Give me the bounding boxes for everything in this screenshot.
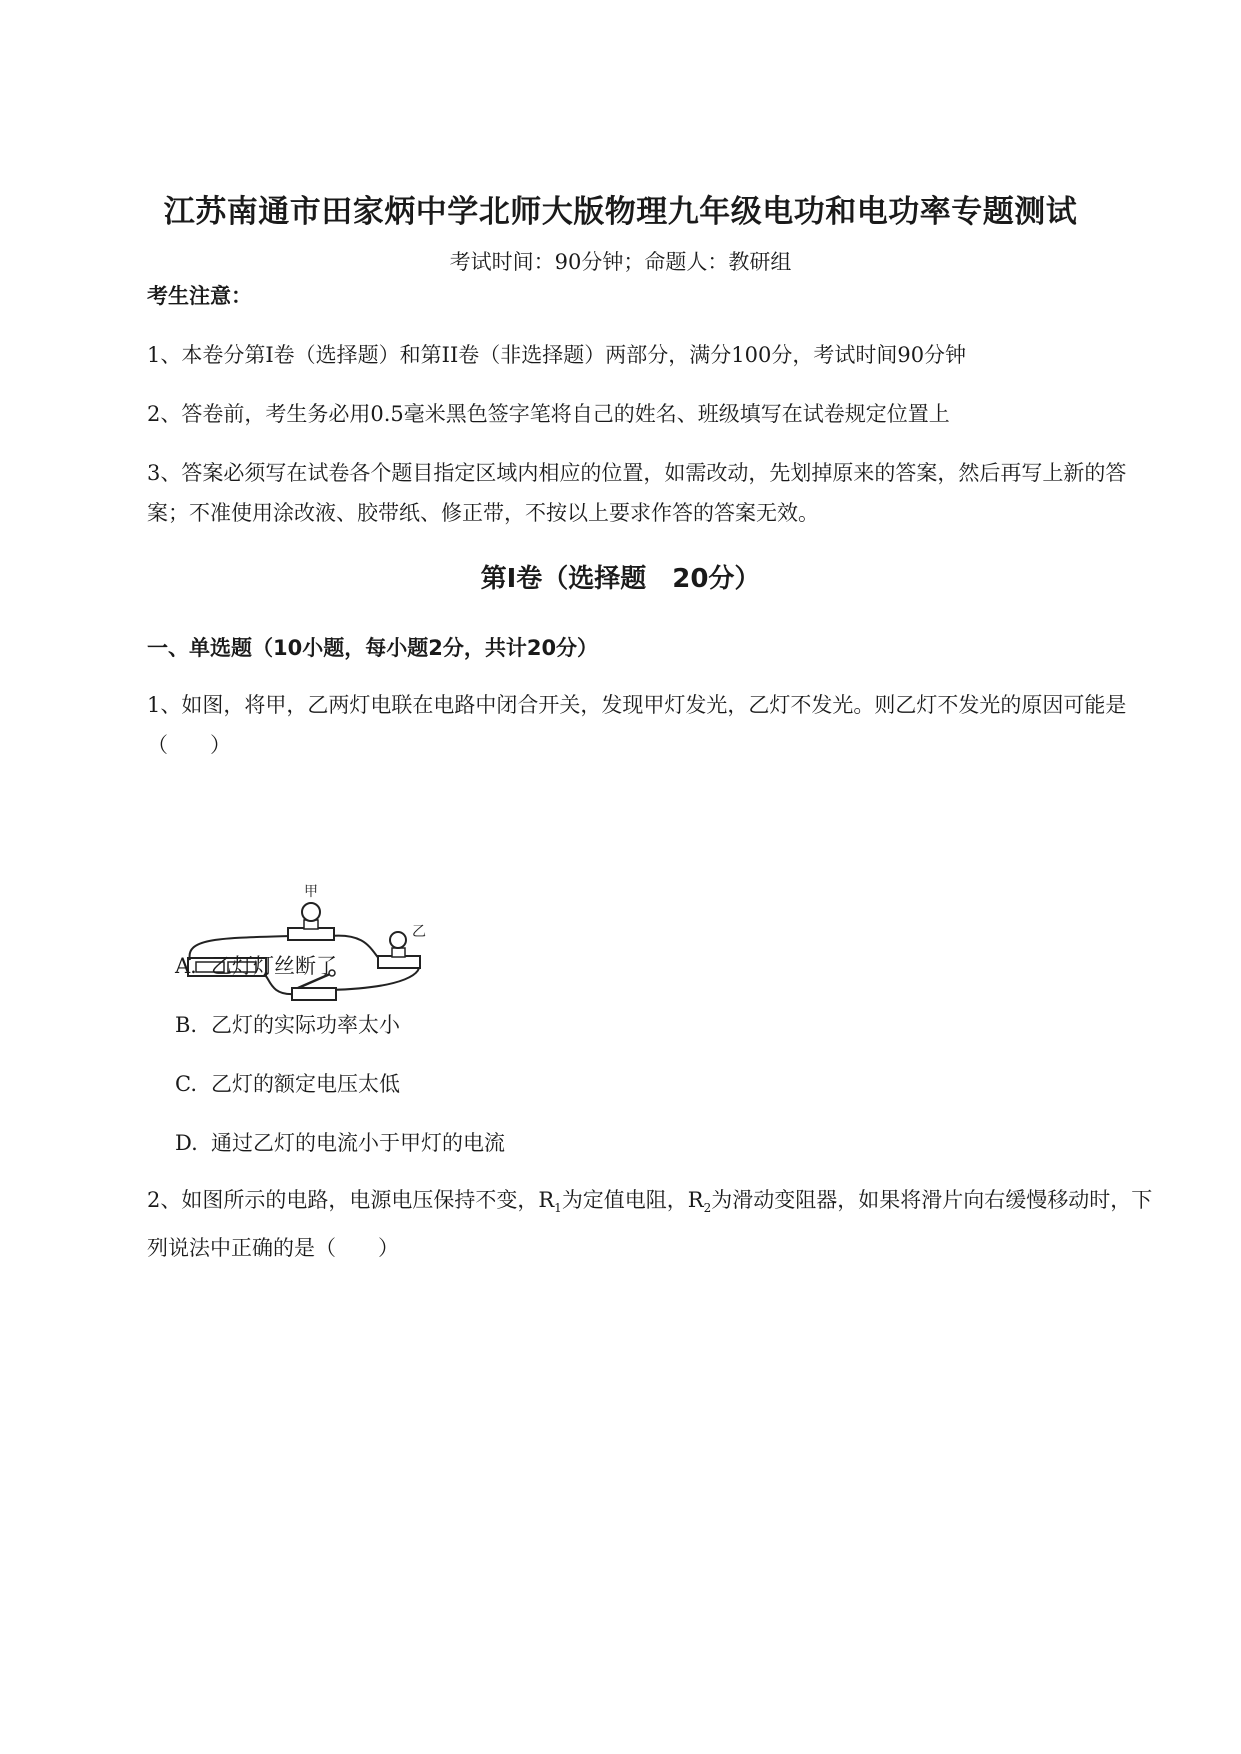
note-item-3: 3、答案必须写在试卷各个题目指定区域内相应的位置，如需改动，先划掉原来的答案，然后再写上新的答案；不准使用涂改液、胶带纸、修正带，不按以上要求作答的答案无效。 [147,461,1127,525]
wire [330,936,380,960]
note-item-2: 2、答卷前，考生务必用0.5毫米黑色签字笔将自己的姓名、班级填写在试卷规定位置上 [147,402,950,426]
option-text: 乙灯的额定电压太低 [211,1072,400,1096]
section-title: 第I卷（选择题 20分） [480,564,761,594]
option-letter: C. [175,1072,197,1096]
option-letter: A. [175,954,197,978]
subscript: 2 [703,1201,712,1216]
exam-info: 考试时间：90分钟；命题人：教研组 [449,250,792,274]
question-2-stem [147,1180,1157,1268]
lamp-base-yi [378,956,420,968]
option-letter: D. [175,1131,198,1155]
part-heading: 一、单选题（10小题，每小题2分，共计20分） [147,636,599,660]
stem-text: 为滑动变阻器，如果将滑片向右缓慢移动时，下列说法中正确的是（ ） [147,1188,1153,1261]
question-1-stem: 1、如图，将甲，乙两灯电联在电路中闭合开关，发现甲灯发光，乙灯不发光。则乙灯不发光的原因可能是（ ） [147,693,1127,757]
bulb-yi [390,932,406,948]
option-text: 乙灯的实际功率太小 [211,1013,400,1037]
circuit-figure-1 [180,878,430,1018]
stem-text: 为定值电阻，R [561,1188,704,1212]
subscript: 1 [554,1201,562,1216]
option-b[interactable] [175,1009,400,1039]
option-text: 乙灯灯丝断了 [211,954,337,978]
notes-heading: 考生注意： [147,284,252,308]
bulb-jia [302,903,320,921]
option-letter: B. [175,1013,198,1037]
stem-text: 2、如图所示的电路，电源电压保持不变，R [147,1188,555,1212]
option-c[interactable] [175,1068,400,1098]
page-title: 江苏南通市田家炳中学北师大版物理九年级电功和电功率专题测试 [163,194,1078,230]
lamp-label-yi: 乙 [412,924,426,940]
lamp-base-jia [288,928,334,940]
lamp-label-jia: 甲 [304,884,318,900]
switch-base [292,988,336,1000]
option-text: 通过乙灯的电流小于甲灯的电流 [211,1131,505,1155]
option-d[interactable] [175,1127,505,1157]
note-item-1: 1、本卷分第I卷（选择题）和第II卷（非选择题）两部分，满分100分，考试时间90分钟 [147,343,967,367]
option-a[interactable] [175,950,337,980]
